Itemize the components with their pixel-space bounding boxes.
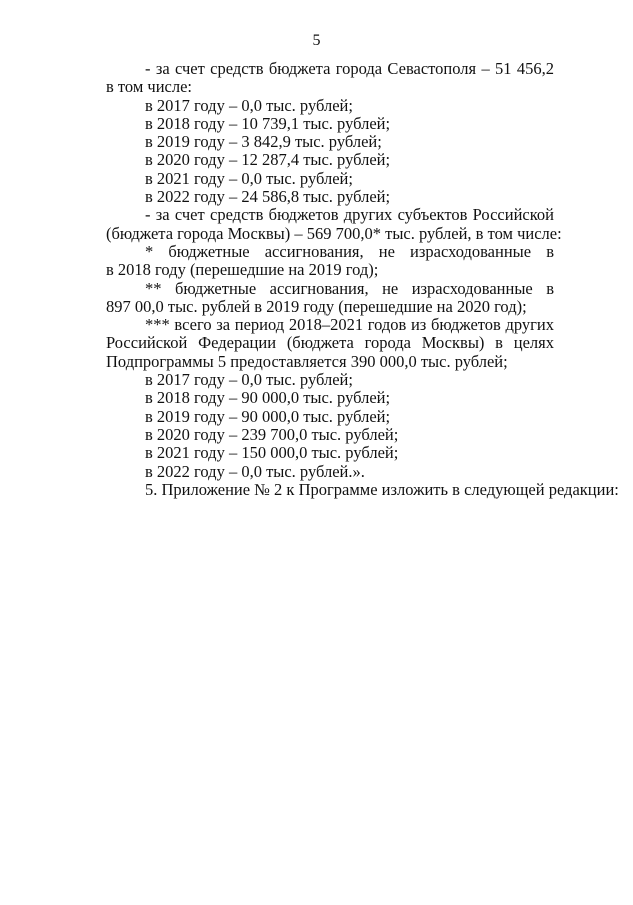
text-line: в 2021 году – 0,0 тыс. рублей; [145,168,353,188]
text-line: *** всего за период 2018–2021 годов из бюджетов других [145,316,554,335]
text-line: в 2018 году (перешедшие на 2019 год); [106,260,379,280]
text-line: в 2020 году – 12 287,4 тыс. рублей; [145,150,391,170]
text-line: в 2018 году – 90 000,0 тыс. рублей; [145,388,391,408]
text-line: в том числе: [106,77,193,97]
text-line: в 2017 году – 0,0 тыс. рублей; [145,95,353,115]
text-line: 5. Приложение № 2 к Программе изложить в следующей редакции: [145,479,619,499]
text-line: - за счет средств бюджета города Севастополя – 51 456,2 [145,60,554,78]
text-line: в 2022 году – 0,0 тыс. рублей.». [145,461,365,481]
text-line: ** бюджетные ассигнования, не израсходованные в [145,279,554,298]
text-line: * бюджетные ассигнования, не израсходованные в [145,242,554,261]
text-line: - за счет средств бюджетов других субъектов Российской [145,206,554,225]
text-line: Российской Федерации (бюджета города Москвы) в целях [106,334,554,353]
text-line: Подпрограммы 5 предоставляется 390 000,0 тыс. рублей; [106,351,508,371]
text-line: в 2022 году – 24 586,8 тыс. рублей; [145,187,391,207]
text-line: в 2019 году – 90 000,0 тыс. рублей; [145,406,391,426]
text-line: в 2017 году – 0,0 тыс. рублей; [145,370,353,390]
page-number: 5 [312,32,321,49]
text-line: в 2020 году – 239 700,0 тыс. рублей; [145,424,399,444]
text-line: в 2019 году – 3 842,9 тыс. рублей; [145,132,382,152]
document-body [106,60,619,499]
text-line: в 2021 году – 150 000,0 тыс. рублей; [145,443,399,463]
text-line: в 2018 году – 10 739,1 тыс. рублей; [145,113,391,133]
text-line: 897 00,0 тыс. рублей в 2019 году (перешедшие на 2020 год); [106,296,527,316]
text-line: (бюджета города Москвы) – 569 700,0* тыс. рублей, в том числе: [106,223,562,243]
